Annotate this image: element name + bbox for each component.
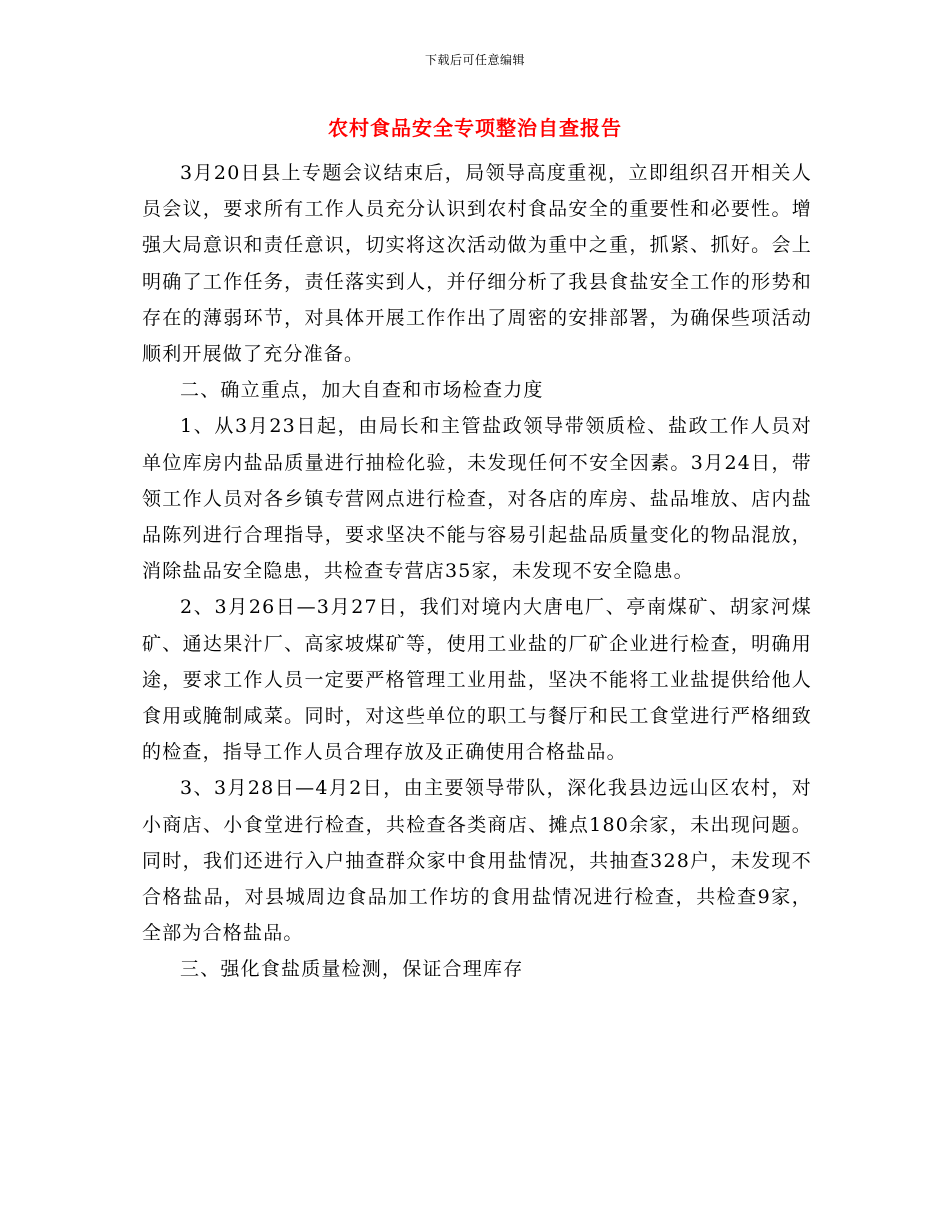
section-heading-two: 二、确立重点，加大自查和市场检查力度 bbox=[180, 379, 544, 402]
document-body bbox=[142, 155, 812, 988]
section-heading-three: 三、强化食盐质量检测，保证合理库存 bbox=[180, 958, 524, 981]
document-title: 农村食品安全专项整治自查报告 bbox=[328, 116, 622, 140]
paragraph-item-1: 1、从3月23日起，由局长和主管盐政领导带领质检、盐政工作人员对单位库房内盐品质量进行抽检化验，未发现任何不安全因素。3月24日，带领工作人员对各乡镇专营网点进行检查，对各店的库房、盐品堆放、店内盐品陈列进行合理指导，要求坚决不能与容易引起盐品质量变化的物品混放，消除盐品安全隐患，共检查专营店35家，未发现不安全隐患。 bbox=[142, 415, 812, 583]
header-note: 下载后可任意编辑 bbox=[424, 53, 525, 67]
paragraph-item-2: 2、3月26日—3月27日，我们对境内大唐电厂、亭南煤矿、胡家河煤矿、通达果汁厂、高家坡煤矿等，使用工业盐的厂矿企业进行检查，明确用途，要求工作人员一定要严格管理工业用盐，坚决不能将工业盐提供给他人食用或腌制咸菜。同时，对这些单位的职工与餐厅和民工食堂进行严格细致的检查，指导工作人员合理存放及正确使用合格盐品。 bbox=[142, 596, 812, 764]
paragraph-intro: 3月20日县上专题会议结束后，局领导高度重视，立即组织召开相关人员会议，要求所有工作人员充分认识到农村食品安全的重要性和必要性。增强大局意识和责任意识，切实将这次活动做为重中之重，抓紧、抓好。会上明确了工作任务，责任落实到人，并仔细分析了我县食盐安全工作的形势和存在的薄弱环节，对具体开展工作作出了周密的安排部署，为确保些项活动顺利开展做了充分准备。 bbox=[142, 162, 812, 366]
paragraph-item-3: 3、3月28日—4月2日，由主要领导带队，深化我县边远山区农村，对小商店、小食堂进行检查，共检查各类商店、摊点180余家，未出现问题。同时，我们还进行入户抽查群众家中食用盐情况，共抽查328户，未发现不合格盐品，对县城周边食品加工作坊的食用盐情况进行检查，共检查9家，全部为合格盐品。 bbox=[142, 777, 812, 945]
